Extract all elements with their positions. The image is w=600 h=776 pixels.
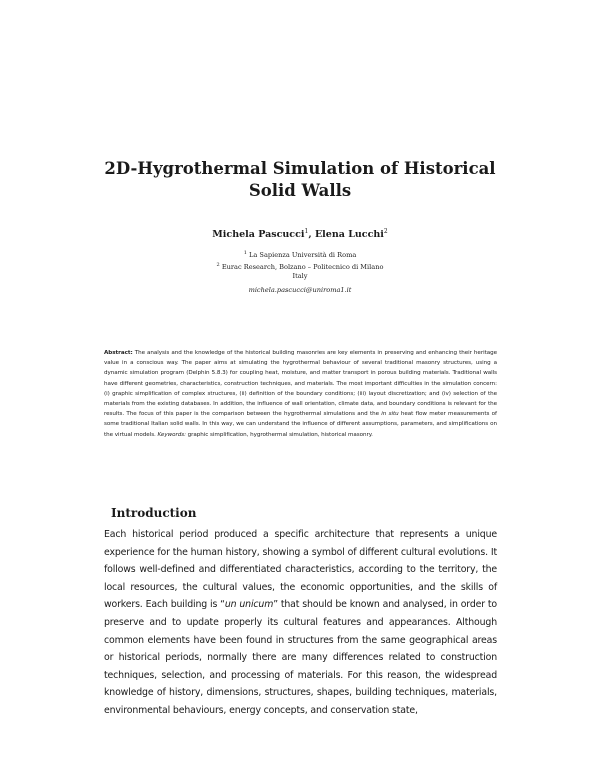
affiliation-text: La Sapienza Università di Roma <box>246 251 357 260</box>
section-heading-introduction: Introduction <box>111 506 197 520</box>
affiliation-mark: 1 <box>243 250 247 256</box>
paper-title: 2D-Hygrothermal Simulation of Historical Solid Walls <box>104 159 496 200</box>
abstract-paragraph <box>104 348 497 440</box>
intro-text-continued: ” that should be known and analysed, in order to preserve and to update properly its cultural features and appearances. Although common elements have been found in structures from the same geographical areas or historical periods, normally there are many differences related to construction techniques, selection, and processing of materials. For this reason, the widespread knowledge of history, dimensions, structures, shapes, building techniques, materials, environmental behaviours, energy concepts, and conservation state, <box>104 599 498 716</box>
author-affiliation-mark: 2 <box>383 228 388 235</box>
keywords-text: graphic simplification, hygrothermal simulation, historical masonry. <box>185 431 373 438</box>
author-name: Elena Lucchi <box>314 229 384 241</box>
intro-unicum: un unicum <box>224 599 274 611</box>
intro-text: Each historical period produced a specific architecture that represents a unique experience for the human history, showing a symbol of different cultural evolutions. It follows well-defined and differentiated characteristics, according to the territory, the local resources, the cultural values, the economic opportunities, and the skills of workers. Each building is “ <box>104 529 497 611</box>
affiliation-country: Italy <box>292 272 308 281</box>
affiliation-block <box>100 249 500 282</box>
affiliation-mark: 2 <box>216 261 220 268</box>
author-affiliation-mark: 1 <box>304 228 309 235</box>
author-email: michela.pascucci@uniroma1.it <box>248 286 352 294</box>
abstract-text: The analysis and the knowledge of the historical building masonries are key elements in preserving and enhancing their heritage value in a conscious way. The paper aims at simulating the hygrothermal behaviour of several traditional masonry structures, using a dynamic simulation program (Delphin 5.8.3) for coupling heat, moisture, and matter transport in porous building materials. Traditional walls have different geometries, characteristics, construction techniques, and materials. The most important difficulties in the simulation concern: (i) graphic simplification of complex structures, (ii) definition of the boundary conditions; (iii) layout discretization; and (iv) selection of the materials from the existing databases. In addition, the influence of wall orientation, climate data, and boundary conditions is relevant for the results. The focus of this paper is the comparison between the hygrothermal simulations and the <box>104 350 497 418</box>
author-name: Michela Pascucci <box>212 229 305 241</box>
abstract-label: Abstract: <box>104 350 133 356</box>
author-list <box>100 226 500 241</box>
keywords-label: Keywords: <box>157 431 186 438</box>
affiliation-line <box>100 261 500 273</box>
introduction-paragraph <box>104 526 497 720</box>
abstract-text-continued: heat flow meter measurements of some traditional Italian solid walls. In this way, we can understand the influence of different assumptions, parameters, and simplifications on the virtual models. <box>104 411 497 438</box>
affiliation-text: Eurac Research, Bolzano – Politecnico di Milano <box>219 262 384 271</box>
author-separator: , <box>308 229 315 241</box>
abstract-insitu: in situ <box>381 411 399 418</box>
affiliation-line <box>100 249 500 261</box>
